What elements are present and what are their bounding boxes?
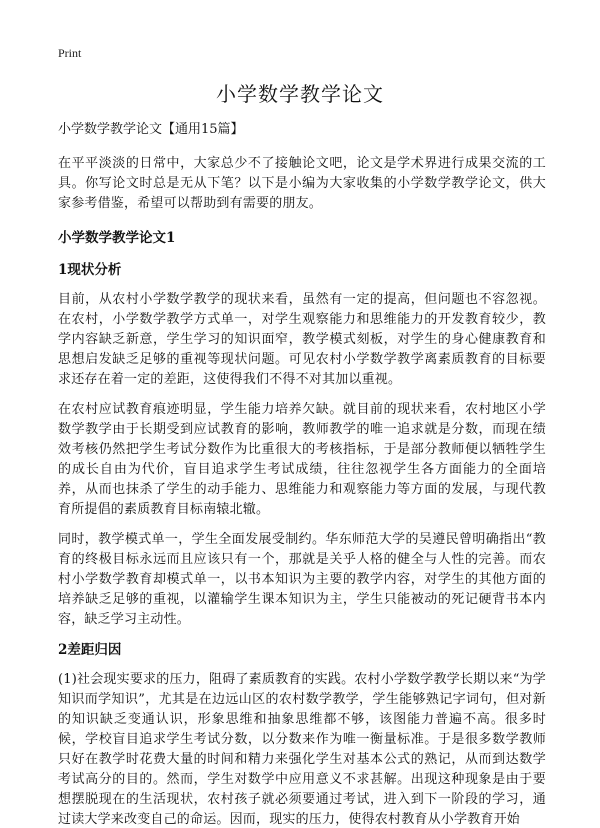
page-title: 小学数学教学论文 <box>216 82 384 106</box>
subsection-heading-status: 1现状分析 <box>58 262 122 278</box>
print-link[interactable]: Print <box>58 46 82 60</box>
section-heading: 小学数学教学论文1 <box>58 230 176 246</box>
subsection-heading-causes: 2差距归因 <box>58 642 122 658</box>
paragraph: (1)社会现实要求的压力，阻碍了素质教育的实践。农村小学数学教学长期以来“为学知识而学知识”，尤其是在边远山区的农村数学教学，学生能够熟记字词句，但对新的知识缺乏变通认识，形象思维和抽象思维都不够，该图能力普遍不高。很多时候，学校盲目追求学生考试分数，以分数来作为唯一衡量标准。于是很多数学教师只好在教学时花费大量的时间和精力来强化学生对基本公式的熟记，从而到达数学考试高分的目的。然而，学生对数学中应用意义不求甚解。出现这种现象是由于要想摆脱现在的生活现状，农村孩子就必须要通过考试，进入到下一阶段的学习，通过读大学来改变自己的命运。因而，现实的压力，使得农村教育从小学教育开始 <box>58 672 546 827</box>
paragraph: 目前，从农村小学数学教学的现状来看，虽然有一定的提高，但问题也不容忽视。在农村，小学数学教学方式单一，对学生观察能力和思维能力的开发教育较少，教学内容缺乏新意，学生学习的知识面窄，教学模式刻板，对学生的身心健康教育和思想启发缺乏足够的重视等现状问题。可见农村小学数学教学离素质教育的目标要求还存在着一定的差距，这使得我们不得不对其加以重视。 <box>58 292 546 387</box>
paragraph: 同时，教学模式单一，学生全面发展受制约。华东师范大学的吴遵民曾明确指出“教育的终极目标永远而且应该只有一个，那就是关乎人格的健全与人性的完善。而农村小学数学教育却模式单一，以书本知识为主要的教学内容，对学生的其他方面的 培养缺乏足够的重视，以灌输学生课本知识为主，学生只能被动的死记硬背书本内容，缺乏学习主动性。 <box>58 532 546 627</box>
article-subtitle: 小学数学教学论文【通用15篇】 <box>58 122 244 137</box>
article-body <box>58 120 546 828</box>
intro-paragraph: 在平平淡淡的日常中，大家总少不了接触论文吧，论文是学术界进行成果交流的工具。你写论文时总是无从下笔？以下是小编为大家收集的小学数学教学论文，供大家参考借鉴，希望可以帮助到有需要的朋友。 <box>58 156 546 211</box>
paragraph: 在农村应试教育痕迹明显，学生能力培养欠缺。就目前的现状来看，农村地区小学数学教学由于长期受到应试教育的影响，教师教学的唯一追求就是分数，而现在绩效考核仍然把学生考试分数作为比重很大的考核指标，于是部分教师便以牺牲学生的成长自由为代价，盲目追求学生考试成绩，往往忽视学生各方面能力的全面培养，从而也抹杀了学生的动手能力、思维能力和观察能力等方面的发展，与现代教育所提倡的素质教育目标南辕北辙。 <box>58 402 546 517</box>
